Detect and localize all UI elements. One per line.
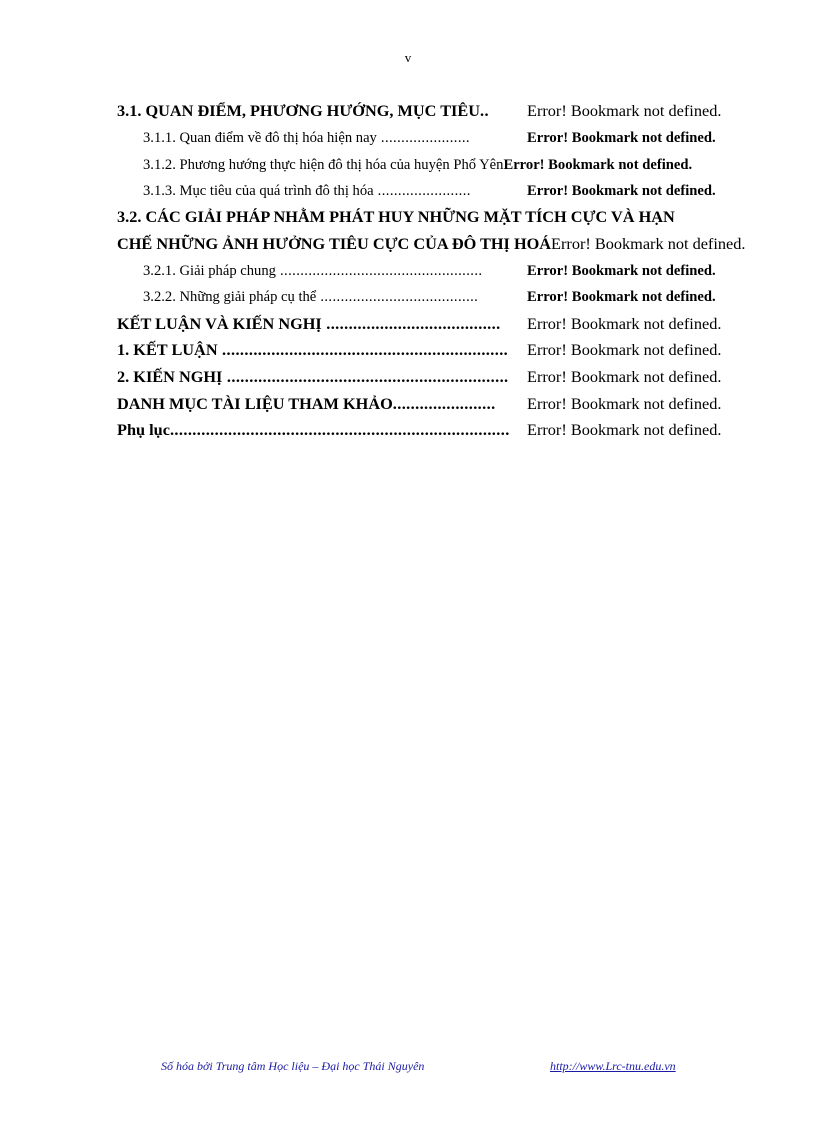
toc-entry-page: Error! Bookmark not defined. xyxy=(551,233,746,253)
toc-entry-ket-luan[interactable] xyxy=(117,340,807,367)
toc-entry-3-2-1[interactable] xyxy=(117,261,807,288)
toc-entry-page: Error! Bookmark not defined. xyxy=(527,182,716,199)
toc-entry-conclusion[interactable] xyxy=(117,314,807,341)
toc-entry-3-1-2[interactable] xyxy=(117,154,807,181)
toc-entry-title: 3.2.2. Những giải pháp cụ thể ....................................... xyxy=(143,289,479,306)
toc-entry-title: 3.1. QUAN ĐIỂM, PHƯƠNG HƯỚNG, MỤC TIÊU.. xyxy=(117,101,489,120)
toc-entry-title: 3.2. CÁC GIẢI PHÁP NHẰM PHÁT HUY NHỮNG MẶT TÍCH CỰC VÀ HẠN xyxy=(117,207,675,227)
toc-entry-page: Error! Bookmark not defined. xyxy=(527,393,722,413)
toc-entry-page: Error! Bookmark not defined. xyxy=(527,420,722,440)
toc-entry-title: Phụ lục............................................................................ xyxy=(117,420,510,440)
toc-entry-page: Error! Bookmark not defined. xyxy=(503,157,693,174)
toc-entry-title: 3.1.1. Quan điểm về đô thị hóa hiện nay ...................... xyxy=(143,129,470,146)
toc-entry-title: 3.2.1. Giải pháp chung .................................................. xyxy=(143,262,483,279)
toc-entry-kien-nghi[interactable] xyxy=(117,367,807,394)
toc-entry-page: Error! Bookmark not defined. xyxy=(527,262,716,279)
toc-entry-3-2[interactable] xyxy=(117,207,807,234)
toc-entry-3-1-3[interactable] xyxy=(117,181,807,208)
toc-entry-3-1-1[interactable] xyxy=(117,128,807,155)
toc-entry-title: KẾT LUẬN VÀ KIẾN NGHỊ ....................................... xyxy=(117,313,501,333)
table-of-contents xyxy=(117,101,807,447)
toc-entry-title: 1. KẾT LUẬN ................................................................ xyxy=(117,340,509,360)
toc-entry-references[interactable] xyxy=(117,394,807,421)
toc-entry-page: Error! Bookmark not defined. xyxy=(527,313,722,333)
toc-entry-page: Error! Bookmark not defined. xyxy=(527,101,722,120)
footer-link[interactable]: http://www.Lrc-tnu.edu.vn xyxy=(550,1059,676,1073)
toc-entry-page: Error! Bookmark not defined. xyxy=(527,129,716,146)
footer-credit: Số hóa bởi Trung tâm Học liệu – Đại học Thái Nguyên xyxy=(161,1059,425,1073)
toc-entry-page: Error! Bookmark not defined. xyxy=(527,340,722,360)
toc-entry-3-2-2[interactable] xyxy=(117,287,807,314)
toc-entry-appendix[interactable] xyxy=(117,420,807,447)
page-number: v xyxy=(404,50,412,65)
toc-entry-title: DANH MỤC TÀI LIỆU THAM KHẢO....................... xyxy=(117,393,496,413)
toc-entry-title: 3.1.2. Phương hướng thực hiện đô thị hóa của huyện Phổ Yên xyxy=(143,157,504,174)
toc-entry-page: Error! Bookmark not defined. xyxy=(527,366,722,386)
toc-entry-3-1[interactable] xyxy=(117,101,807,128)
toc-entry-3-2-continued[interactable] xyxy=(117,234,807,261)
toc-entry-title: 3.1.3. Mục tiêu của quá trình đô thị hóa ....................... xyxy=(143,182,471,199)
toc-entry-title: 2. KIẾN NGHỊ ............................................................... xyxy=(117,366,509,386)
toc-entry-title: CHẾ NHỮNG ẢNH HƯỞNG TIÊU CỰC CỦA ĐÔ THỊ HOÁ xyxy=(117,233,552,253)
toc-entry-page: Error! Bookmark not defined. xyxy=(527,289,716,306)
